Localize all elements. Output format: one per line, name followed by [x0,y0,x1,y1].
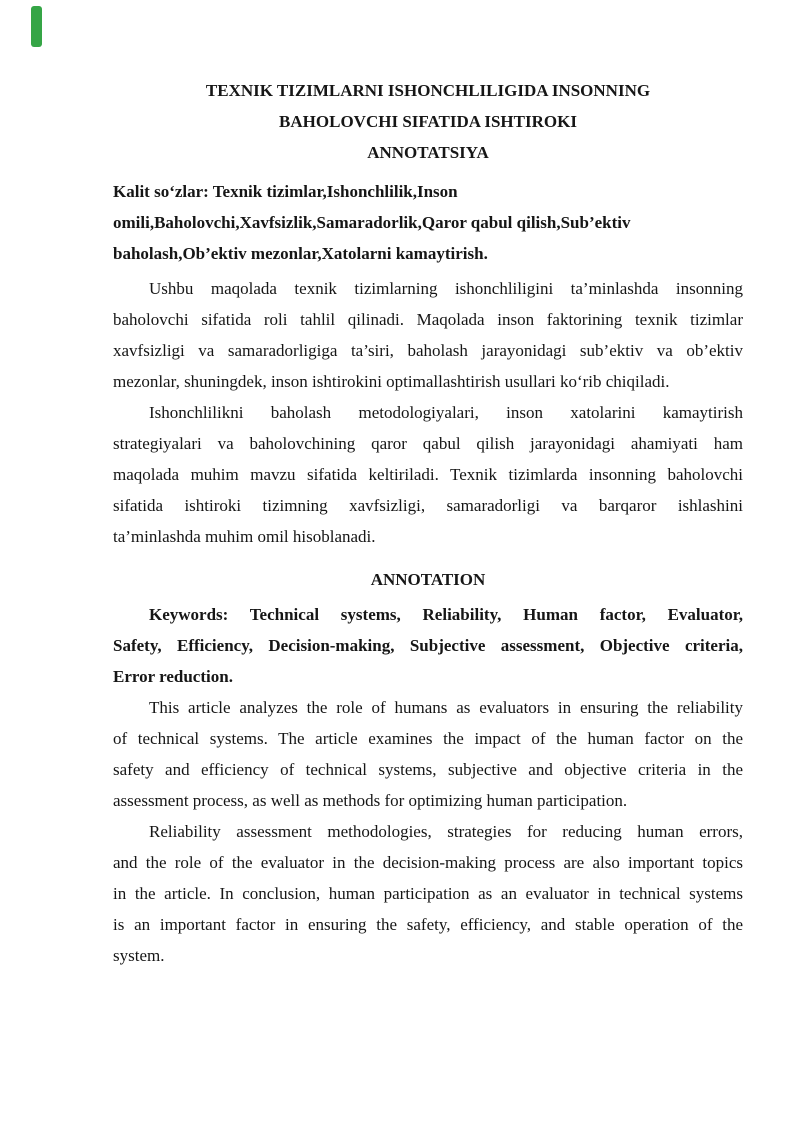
english-keywords [113,599,743,692]
section-heading: ANNOTATION [370,570,486,589]
text-line: and the role of the evaluator in the decision-making process are also important topics [113,853,743,872]
text-line: xavfsizligi va samaradorligiga ta’siri, baholash jarayonidagi sub’ektiv va ob’ektiv [113,341,743,360]
article-title [113,75,743,137]
text-line: safety and efficiency of technical systems, subjective and objective criteria in the [113,760,743,779]
english-paragraph-2 [113,816,743,971]
uzbek-paragraph-2 [113,397,743,552]
text-line: Reliability assessment methodologies, strategies for reducing human errors, [149,822,743,841]
english-paragraph-1 [113,692,743,816]
annotatsiya-heading [113,137,743,168]
title-line: BAHOLOVCHI SIFATIDA ISHTIROKI [279,112,577,131]
uzbek-keywords [113,176,743,269]
text-line: assessment process, as well as methods for optimizing human participation. [113,791,628,810]
title-line: TEXNIK TIZIMLARNI ISHONCHLILIGIDA INSONNING [205,81,651,100]
text-line: strategiyalari va baholovchining qaror qabul qilish jarayonidagi ahamiyati ham [113,434,743,453]
text-line: Kalit so‘zlar: Texnik tizimlar,Ishonchlilik,Inson [113,182,458,201]
text-line: system. [113,946,165,965]
text-line: Ishonchlilikni baholash metodologiyalari, inson xatolarini kamaytirish [149,403,743,422]
uzbek-paragraph-1 [113,273,743,397]
section-heading: ANNOTATSIYA [367,143,489,162]
text-line: is an important factor in ensuring the safety, efficiency, and stable operation of the [113,915,743,934]
annotation-heading [113,564,743,595]
text-line: omili,Baholovchi,Xavfsizlik,Samaradorlik,Qaror qabul qilish,Sub’ektiv [113,213,631,232]
text-line: maqolada muhim mavzu sifatida keltiriladi. Texnik tizimlarda insonning baholovchi [113,465,743,484]
text-line: of technical systems. The article examines the impact of the human factor on the [113,729,743,748]
page-content [113,75,743,971]
text-line: ta’minlashda muhim omil hisoblanadi. [113,527,376,546]
text-line: mezonlar, shuningdek, inson ishtirokini optimallashtirish usullari ko‘rib chiqiladi. [113,372,670,391]
selection-marker [31,6,42,47]
text-line: Ushbu maqolada texnik tizimlarning ishonchliligini ta’minlashda insonning [149,279,743,298]
text-line: sifatida ishtiroki tizimning xavfsizligi, samaradorligi va barqaror ishlashini [113,496,743,515]
text-line: baholash,Ob’ektiv mezonlar,Xatolarni kamaytirish. [113,244,488,263]
text-line: Safety, Efficiency, Decision-making, Subjective assessment, Objective criteria, [113,636,743,655]
text-line: This article analyzes the role of humans as evaluators in ensuring the reliability [149,698,743,717]
text-line: baholovchi sifatida roli tahlil qilinadi. Maqolada inson faktorining texnik tizimlar [113,310,743,329]
text-line: in the article. In conclusion, human participation as an evaluator in technical systems [113,884,743,903]
text-line: Keywords: Technical systems, Reliability, Human factor, Evaluator, [149,605,743,624]
text-line: Error reduction. [113,667,233,686]
